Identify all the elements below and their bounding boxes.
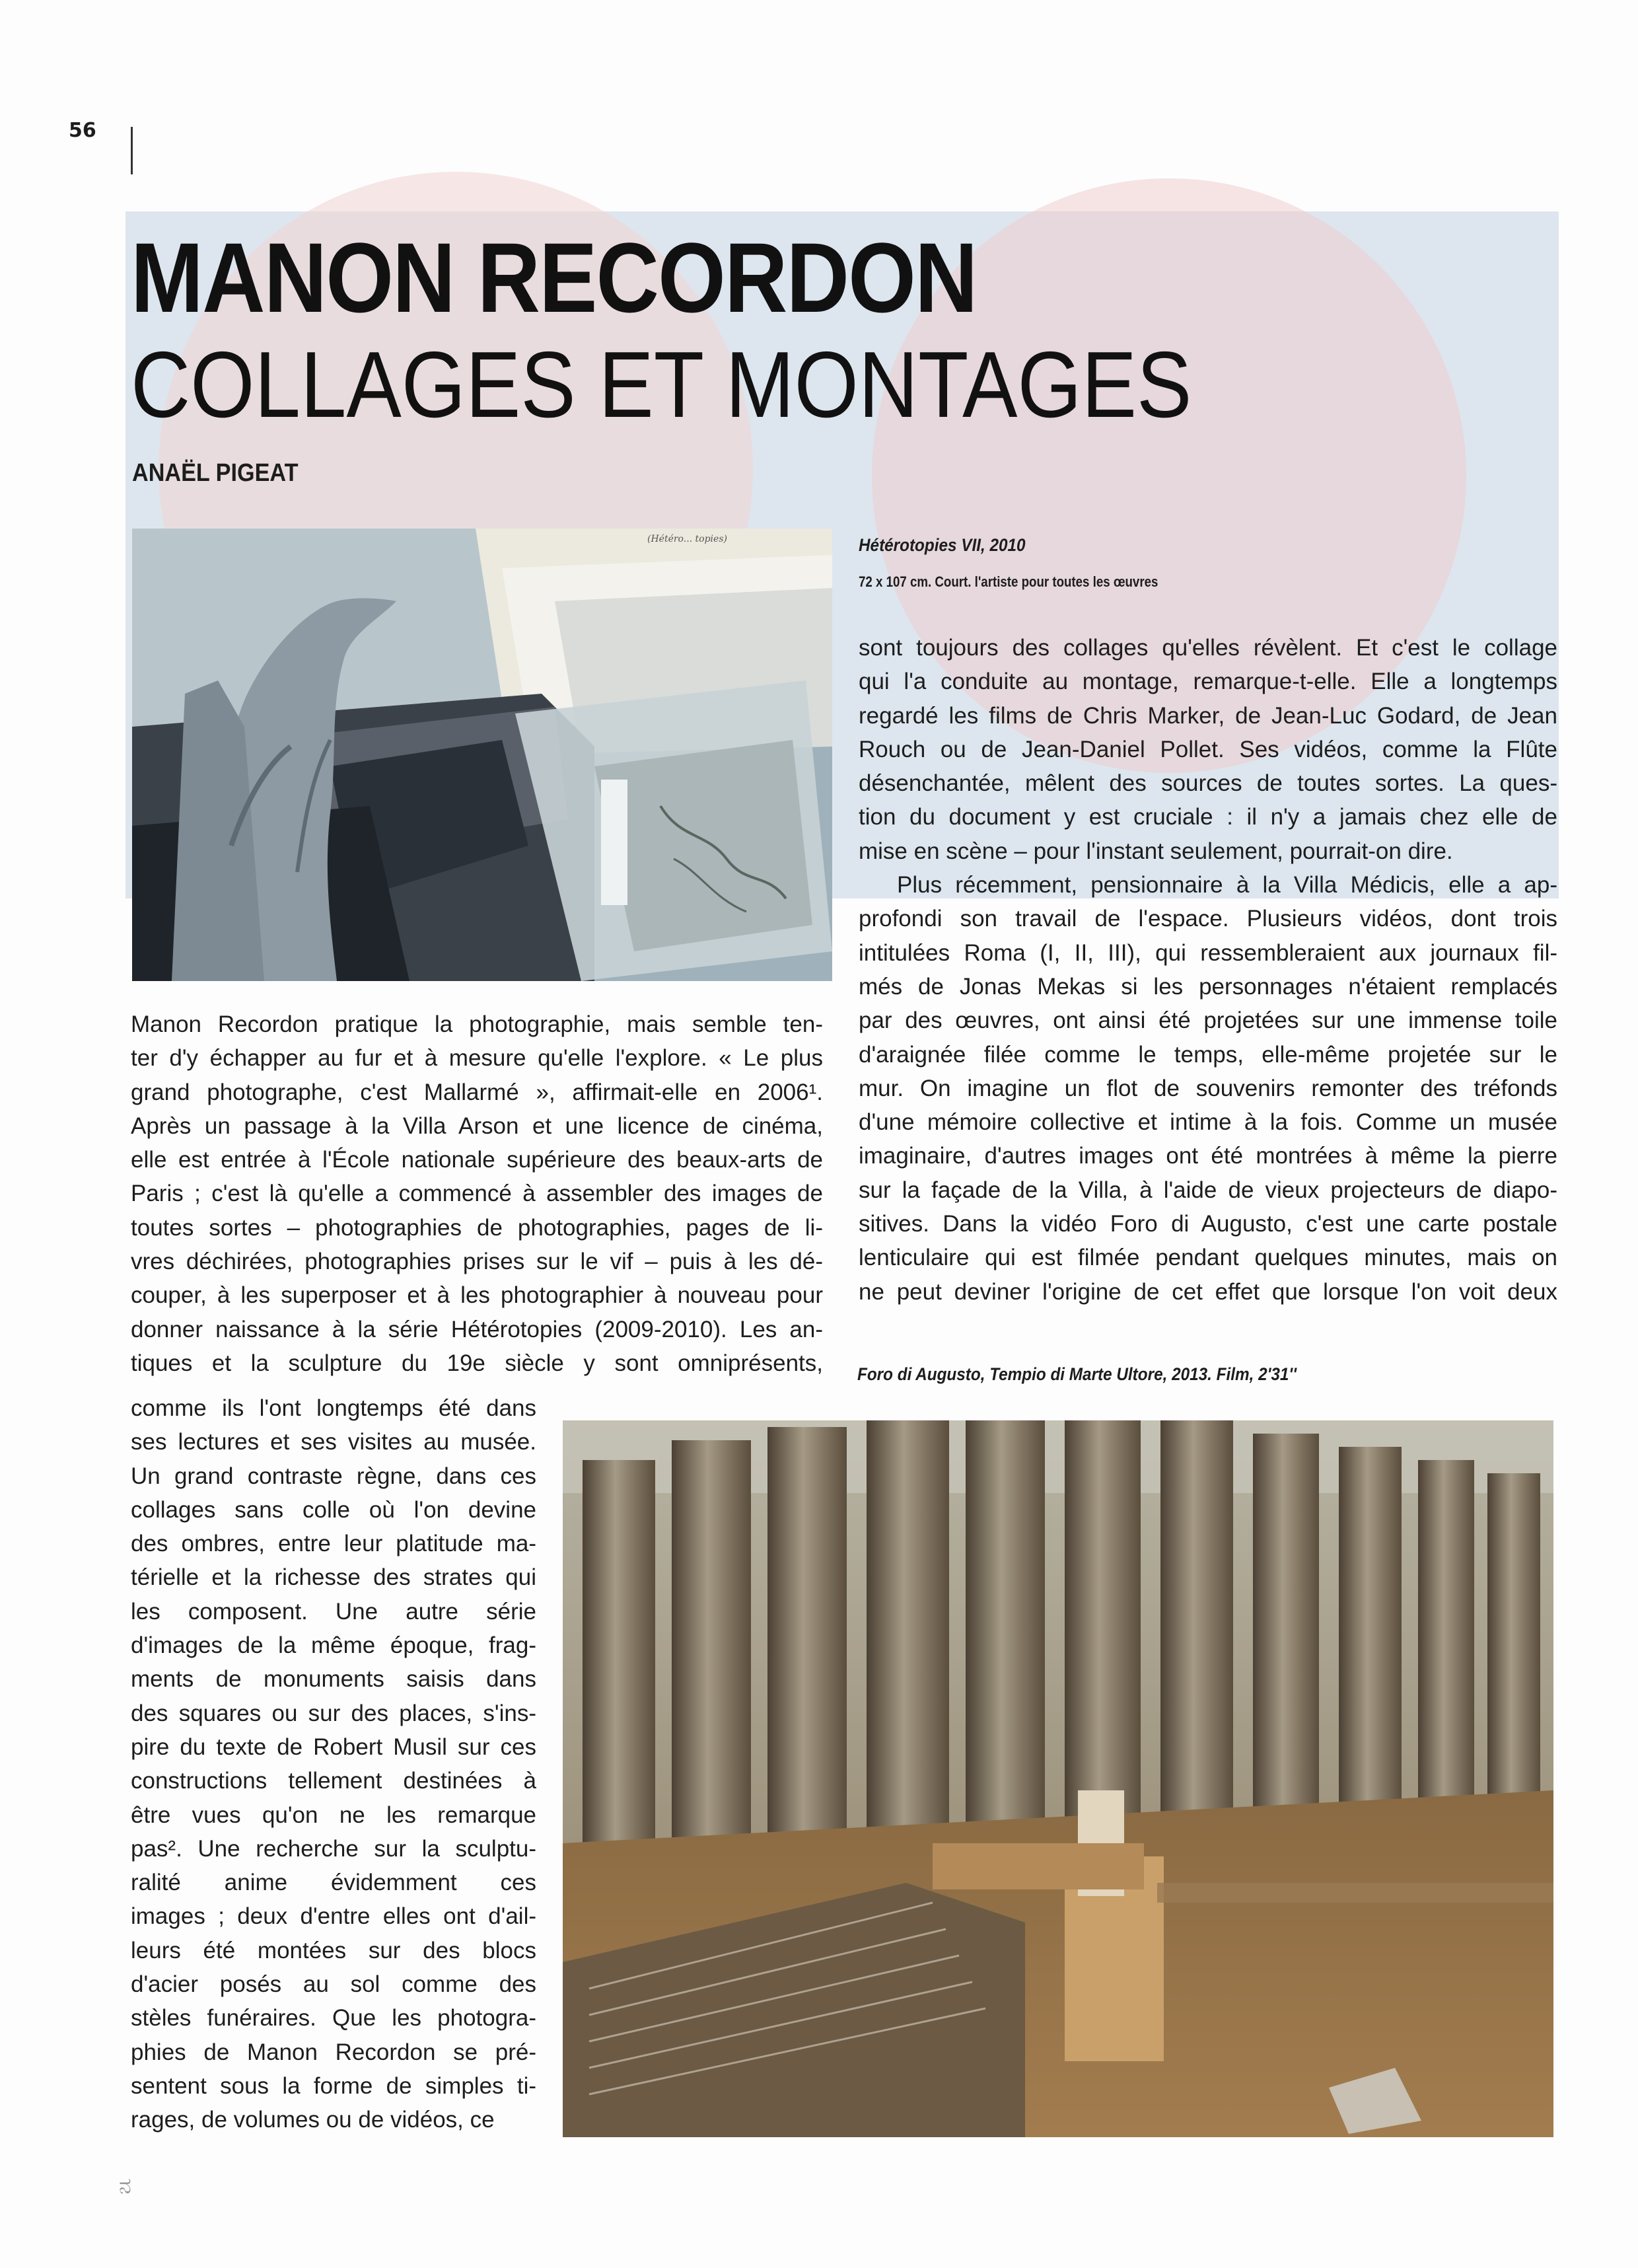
text-line: tiques et la sculpture du 19e siècle y sont omniprésents,	[131, 1350, 823, 1376]
text-line: imaginaire, d'autres images ont été montrées à même la pierre	[859, 1143, 1557, 1169]
text-line: Manon Recordon pratique la photographie, mais semble ten-	[131, 1011, 823, 1037]
text-line: térielle et la richesse des strates qui	[131, 1564, 536, 1591]
text-line: ter d'y échapper au fur et à mesure qu'elle l'explore. « Le plus	[131, 1045, 823, 1072]
text-line: lenticulaire qui est filmée pendant quelques minutes, mais on	[859, 1245, 1557, 1271]
text-line: des ombres, entre leur platitude ma-	[131, 1531, 536, 1557]
left-paragraph	[131, 1007, 823, 1380]
svg-text:(Hétéro... topies): (Hétéro... topies)	[647, 534, 727, 544]
text-line: comme ils l'ont longtemps été dans	[131, 1395, 536, 1421]
text-line: toutes sortes – photographies de photographies, pages de li-	[131, 1214, 823, 1241]
text-line: sont toujours des collages qu'elles révèlent. Et c'est le collage	[859, 635, 1557, 661]
text-line: Plus récemment, pensionnaire à la Villa Médicis, elle a ap-	[897, 872, 1557, 898]
text-line: sitives. Dans la vidéo Foro di Augusto, c'est une carte postale	[859, 1211, 1557, 1237]
left-paragraph-continued	[131, 1391, 536, 2137]
left-column-narrow	[131, 1391, 536, 2137]
text-line: mur. On imagine un flot de souvenirs remonter des tréfonds	[859, 1075, 1557, 1101]
text-line: sur la façade de la Villa, à l'aide de vieux projecteurs de diapo-	[859, 1177, 1557, 1203]
right-paragraph-2	[859, 868, 1557, 1309]
text-line: d'une mémoire collective et intime à la fois. Comme un musée	[859, 1109, 1557, 1136]
text-line: profondi son travail de l'espace. Plusieurs vidéos, dont trois	[859, 906, 1557, 932]
text-line: d'images de la même époque, frag-	[131, 1632, 536, 1659]
text-line: d'acier posés au sol comme des	[131, 1971, 536, 1998]
text-line: pas². Une recherche sur la sculptu-	[131, 1835, 536, 1862]
page-number: 56	[69, 119, 96, 142]
figure1-caption-title: Hétérotopies VII, 2010	[859, 535, 1026, 555]
figure1-caption-info: 72 x 107 cm. Court. l'artiste pour toutes les œuvres	[859, 573, 1158, 590]
text-line: regardé les films de Chris Marker, de Jean-Luc Godard, de Jean	[859, 702, 1557, 729]
page-number-rule	[131, 127, 133, 174]
heterotopies-collage-image	[132, 529, 832, 981]
article-subtitle: COLLAGES ET MONTAGES	[131, 332, 1192, 437]
footer-mark: ನ	[119, 2174, 131, 2199]
text-line: ments de monuments saisis dans	[131, 1666, 536, 1693]
text-line: ses lectures et ses visites au musée.	[131, 1429, 536, 1455]
text-line: sentent sous la forme de simples ti-	[131, 2072, 536, 2099]
text-line: mise en scène – pour l'instant seulement, pourrait-on dire.	[859, 838, 1453, 864]
foro-di-augusto-film-still	[563, 1420, 1553, 2137]
text-line: Paris ; c'est là qu'elle a commencé à assembler des images de	[131, 1181, 823, 1207]
text-line: images ; deux d'entre elles ont d'ail-	[131, 1903, 536, 1930]
text-line: les composent. Une autre série	[131, 1598, 536, 1625]
text-line: stèles funéraires. Que les photogra-	[131, 2005, 536, 2031]
text-line: couper, à les superposer et à les photographier à nouveau pour	[131, 1282, 823, 1309]
text-line: collages sans colle où l'on devine	[131, 1496, 536, 1523]
collage-handwriting	[647, 534, 727, 544]
text-line: Un grand contraste règne, dans ces	[131, 1463, 536, 1489]
text-line: grand photographe, c'est Mallarmé », affirmait-elle en 2006¹.	[131, 1079, 823, 1105]
text-line: par des œuvres, ont ainsi été projetées sur une immense toile	[859, 1007, 1557, 1034]
text-line: d'araignée filée comme le temps, elle-même projetée sur le	[859, 1041, 1557, 1068]
figure2-caption: Foro di Augusto, Tempio di Marte Ultore, 2013. Film, 2'31''	[857, 1364, 1297, 1384]
text-line: phies de Manon Recordon se pré-	[131, 2039, 536, 2065]
text-line: Après un passage à la Villa Arson et une licence de cinéma,	[131, 1113, 823, 1139]
text-line: qui l'a conduite au montage, remarque-t-elle. Elle a longtemps	[859, 669, 1557, 695]
right-column	[859, 631, 1557, 1309]
text-line: pire du texte de Robert Musil sur ces	[131, 1734, 536, 1760]
article-title: MANON RECORDON	[131, 222, 977, 333]
left-column-top	[131, 1007, 823, 1380]
text-line: constructions tellement destinées à	[131, 1768, 536, 1794]
text-line: être vues qu'on ne les remarque	[131, 1802, 536, 1828]
text-line: leurs été montées sur des blocs	[131, 1937, 536, 1963]
text-line: intitulées Roma (I, II, III), qui ressembleraient aux journaux fil-	[859, 939, 1557, 966]
author-name: ANAËL PIGEAT	[132, 459, 299, 487]
text-line: ralité anime évidemment ces	[131, 1870, 536, 1896]
text-line: tion du document y est cruciale : il n'y a jamais chez elle de	[859, 804, 1557, 830]
text-line: més de Jonas Mekas si les personnages n'étaient remplacés	[859, 973, 1557, 1000]
text-line: donner naissance à la série Hétérotopies (2009-2010). Les an-	[131, 1316, 823, 1342]
text-line: Rouch ou de Jean-Daniel Pollet. Ses vidéos, comme la Flûte	[859, 736, 1557, 762]
text-line: désenchantée, mêlent des sources de toutes sortes. La ques-	[859, 770, 1557, 797]
text-line: des squares ou sur des places, s'ins-	[131, 1700, 536, 1726]
right-paragraph-1	[859, 631, 1557, 868]
text-line: vres déchirées, photographies prises sur le vif – puis à les dé-	[131, 1249, 823, 1275]
text-line: elle est entrée à l'École nationale supérieure des beaux-arts de	[131, 1147, 823, 1173]
text-line: ne peut deviner l'origine de cet effet que lorsque l'on voit deux	[859, 1278, 1557, 1305]
text-line: rages, de volumes ou de vidéos, ce	[131, 2107, 495, 2133]
